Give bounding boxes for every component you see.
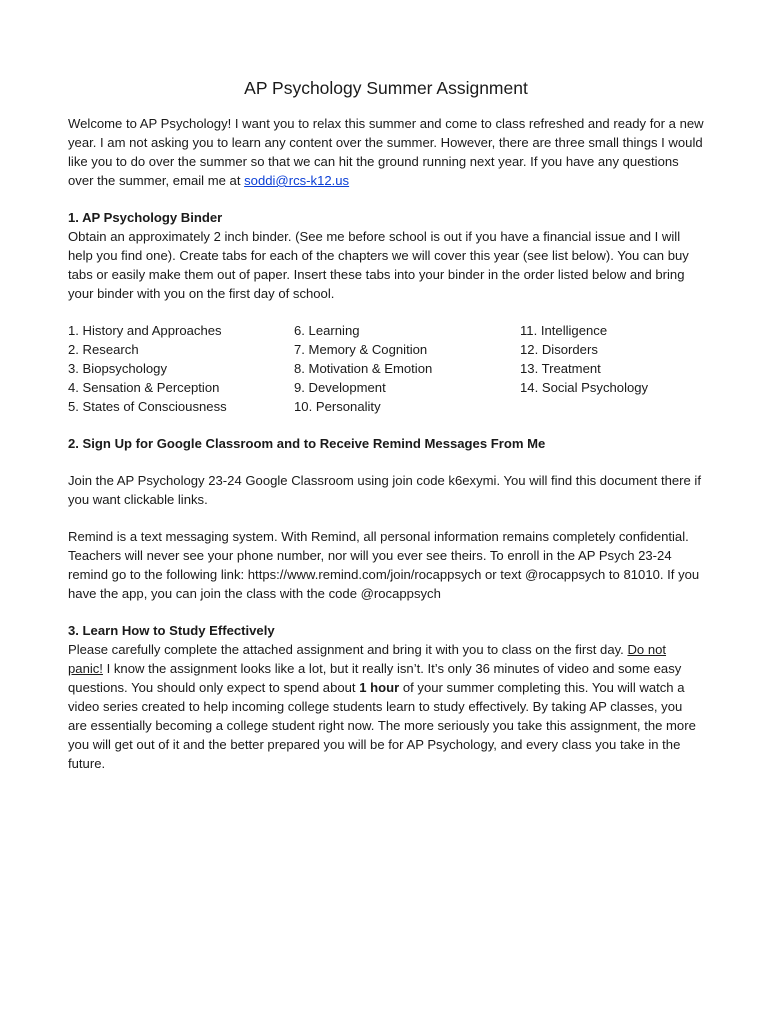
spacer xyxy=(68,416,704,434)
spacer xyxy=(68,453,704,471)
chapter-column-2 xyxy=(294,321,520,416)
section3-body xyxy=(68,640,704,773)
section3-heading: 3. Learn How to Study Effectively xyxy=(68,623,275,638)
chapter-item: 1. History and Approaches xyxy=(68,323,222,338)
chapter-item: 7. Memory & Cognition xyxy=(294,342,428,357)
email-link[interactable]: soddi@rcs-k12.us xyxy=(244,173,350,188)
section3-text-end: of your summer completing this. You will watch a video series created to help incoming college students learn to study effectively. By taking AP classes, you are essentially becoming a college student right now. The more seriously you take this assignment, the more you will get out of it and the better prepared you will be for AP Psychology, and every class you take in the future. xyxy=(68,680,696,771)
section2-remind-paragraph: Remind is a text messaging system. With Remind, all personal information remains completely confidential. Teachers will never see your phone number, nor will you ever see theirs. To enroll in the AP Psych 23-24 remind go to the following link: https://www.remind.com/join/rocappsych or text @rocappsych to 81010. If you have the app, you can join the class with the code @rocappsych xyxy=(68,529,700,601)
chapter-item: 5. States of Consciousness xyxy=(68,399,227,414)
spacer xyxy=(68,190,704,208)
chapter-item: 14. Social Psychology xyxy=(520,380,649,395)
chapter-item: 10. Personality xyxy=(294,399,381,414)
page-title: AP Psychology Summer Assignment xyxy=(244,78,528,98)
spacer xyxy=(68,509,704,527)
chapter-item: 3. Biopsychology xyxy=(68,361,167,376)
chapter-column-3 xyxy=(520,321,704,416)
chapter-item: 9. Development xyxy=(294,380,386,395)
section1-heading: 1. AP Psychology Binder xyxy=(68,210,223,225)
spacer xyxy=(68,603,704,621)
do-not-panic-text: Do not panic! xyxy=(68,642,667,676)
chapter-item: 4. Sensation & Perception xyxy=(68,380,220,395)
section2-heading: 2. Sign Up for Google Classroom and to Receive Remind Messages From Me xyxy=(68,436,546,451)
document-page xyxy=(68,76,704,773)
section3-text-start: Please carefully complete the attached assignment and bring it with you to class on the first day. xyxy=(68,642,628,657)
chapter-item: 2. Research xyxy=(68,342,139,357)
chapter-item: 12. Disorders xyxy=(520,342,598,357)
one-hour-text: 1 hour xyxy=(359,680,400,695)
chapter-item: 6. Learning xyxy=(294,323,360,338)
chapter-item: 13. Treatment xyxy=(520,361,601,376)
section1-body: Obtain an approximately 2 inch binder. (See me before school is out if you have a financial issue and I will help you find one). Create tabs for each of the chapters we will cover this year (see list below). You can buy tabs or easily make them out of paper. Insert these tabs into your binder in the order listed below and bring your binder with you on the first day of school. xyxy=(68,229,689,301)
chapter-item: 8. Motivation & Emotion xyxy=(294,361,433,376)
chapter-list xyxy=(68,321,704,416)
chapter-item: 11. Intelligence xyxy=(520,323,608,338)
intro-text: Welcome to AP Psychology! I want you to relax this summer and come to class refreshed and ready for a new year. I am not asking you to learn any content over the summer. However, there are three small things I would like you to do over the summer so that we can hit the ground running next year. If you have any questions over the summer, email me at xyxy=(68,116,704,188)
section2-classroom-paragraph: Join the AP Psychology 23-24 Google Classroom using join code k6exymi. You will find this document there if you want clickable links. xyxy=(68,473,701,507)
section3-text-mid: I know the assignment looks like a lot, but it really isn’t. It’s only 36 minutes of video and some easy questions. You should only expect to spend about xyxy=(68,661,682,695)
chapter-column-1 xyxy=(68,321,294,416)
intro-paragraph xyxy=(68,114,704,190)
